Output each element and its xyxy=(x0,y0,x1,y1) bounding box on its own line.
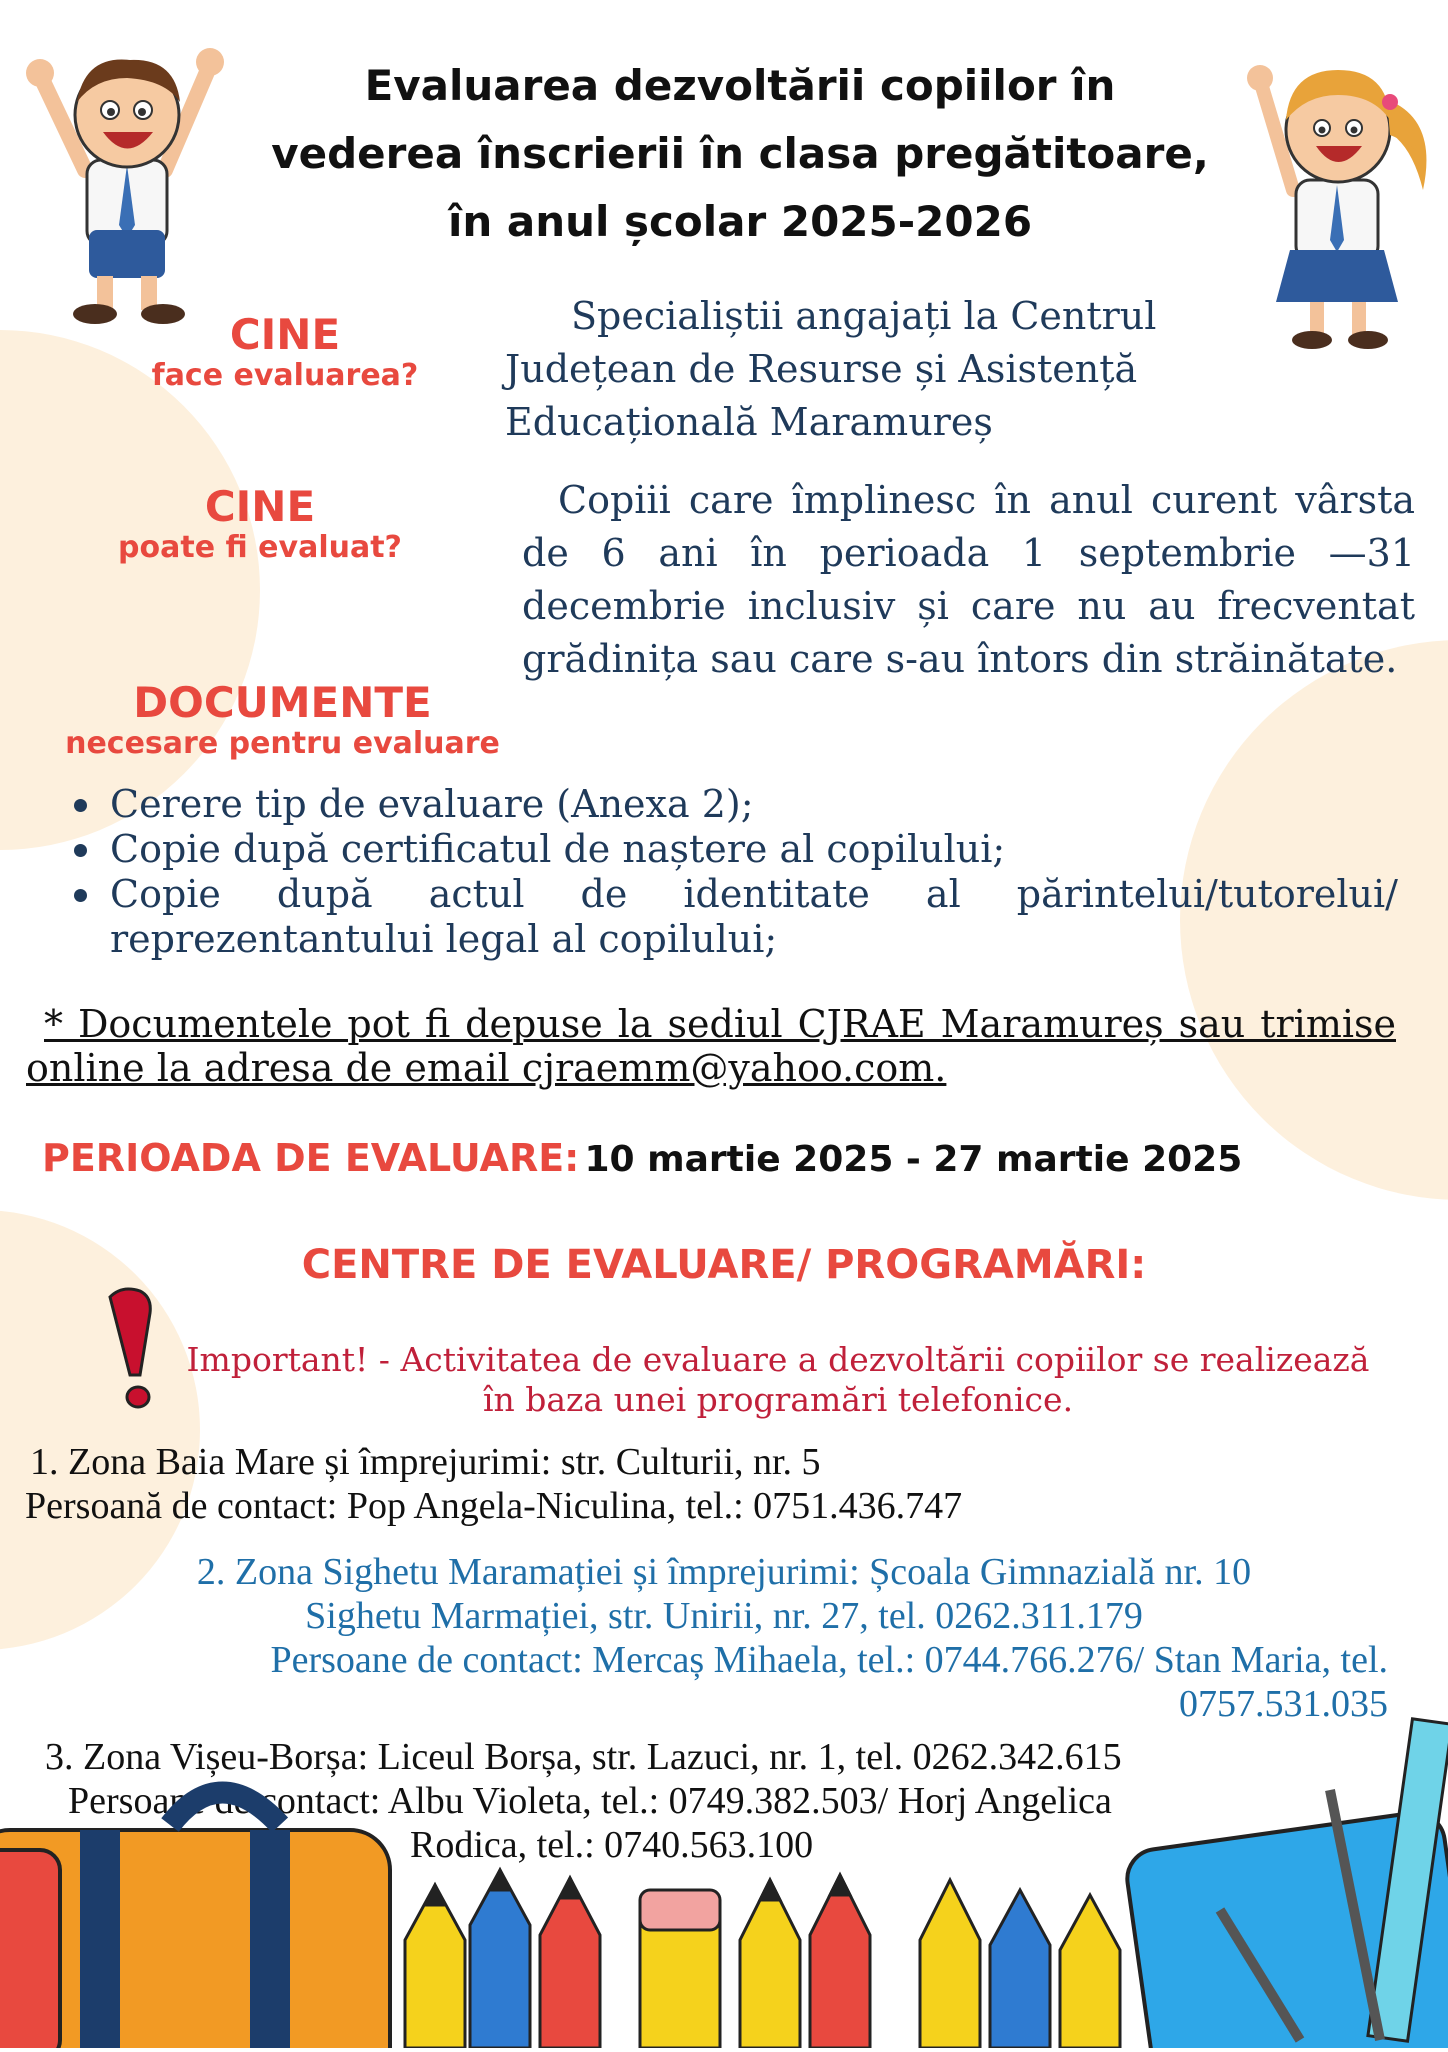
evaluation-period xyxy=(42,1136,1432,1180)
zone-1 xyxy=(25,1440,1425,1528)
page-title xyxy=(250,52,1230,256)
period-value: 10 martie 2025 - 27 martie 2025 xyxy=(584,1139,1243,1180)
boy-illustration xyxy=(15,40,245,330)
background-blob-left xyxy=(0,330,260,850)
documents-list xyxy=(0,782,1448,962)
centres-heading: CENTRE DE EVALUARE/ PROGRAMĂRI: xyxy=(301,1242,1147,1288)
who-evaluated-answer: Copiii care împlinesc în anul curent vârsta de 6 ani în perioada 1 septembrie —31 decembrie inclusiv și care nu au frecventat grădinița sau care s-au întors din străinătate. xyxy=(522,478,1415,681)
girl-illustration xyxy=(1238,40,1448,360)
documents-item-1: Cerere tip de evaluare (Anexa 2); xyxy=(110,782,1448,827)
important-note: Important! - Activitatea de evaluare a dezvoltării copiilor se realizează în baza unei programări telefonice. xyxy=(186,1340,1370,1419)
zone-2-address: 2. Zona Sighetu Maramației și împrejurimi: Școala Gimnazială nr. 10 xyxy=(196,1551,1252,1593)
zone-3-address: 3. Zona Vișeu-Borșa: Liceul Borșa, str. Lazuci, nr. 1, tel. 0262.342.615 xyxy=(45,1736,1122,1778)
who-evaluated-subtitle: poate fi evaluat? xyxy=(118,530,402,565)
zone-1-contact: Persoană de contact: Pop Angela-Niculina, tel.: 0751.436.747 xyxy=(25,1485,963,1527)
school-supplies-illustration xyxy=(0,1700,1448,2048)
zone-2-contact-cont: 0757.531.035 xyxy=(1179,1683,1388,1725)
zone-2-contact: Persoane de contact: Mercaș Mihaela, tel.: 0744.766.276/ Stan Maria, tel. xyxy=(270,1639,1388,1681)
who-evaluates-subtitle: face evaluarea? xyxy=(151,358,419,393)
documents-title: DOCUMENTE xyxy=(133,678,432,727)
title-line-3: în anul școlar 2025-2026 xyxy=(447,197,1033,246)
title-line-2: vederea înscrierii în clasa pregătitoare, xyxy=(271,129,1209,178)
documents-item-2: Copie după certificatul de naștere al copilului; xyxy=(110,827,1448,872)
zone-2-address-cont: Sighetu Marmației, str. Unirii, nr. 27, tel. 0262.311.179 xyxy=(305,1595,1143,1637)
documents-subtitle: necesare pentru evaluare xyxy=(65,726,500,761)
who-evaluates-answer: Specialiștii angajați la Centrul Județean de Resurse și Asistență Educațională Maramureș xyxy=(505,294,1157,444)
documents-item-3: Copie după actul de identitate al părintelui/tutorelui/ reprezentantului legal al copilului; xyxy=(110,872,1448,962)
exclamation-icon xyxy=(100,1285,180,1419)
who-evaluated-heading xyxy=(70,484,450,566)
who-evaluated-title: CINE xyxy=(204,482,316,531)
zone-3-contact-cont: Rodica, tel.: 0740.563.100 xyxy=(410,1824,814,1866)
zone-3-contact: Persoane de contact: Albu Violeta, tel.: 0749.382.503/ Horj Angelica xyxy=(68,1780,1112,1822)
title-line-1: Evaluarea dezvoltării copiilor în xyxy=(364,61,1116,110)
zone-1-address: 1. Zona Baia Mare și împrejurimi: str. Culturii, nr. 5 xyxy=(30,1441,821,1483)
who-evaluates-title: CINE xyxy=(229,310,341,359)
documents-note: * Documentele pot fi depuse la sediul CJRAE Maramureș sau trimise online la adresa de email cjraemm@yahoo.com. xyxy=(26,1002,1396,1090)
who-evaluates-heading xyxy=(100,312,470,394)
documents-heading xyxy=(0,680,565,762)
period-label: PERIOADA DE EVALUARE: xyxy=(42,1136,580,1180)
